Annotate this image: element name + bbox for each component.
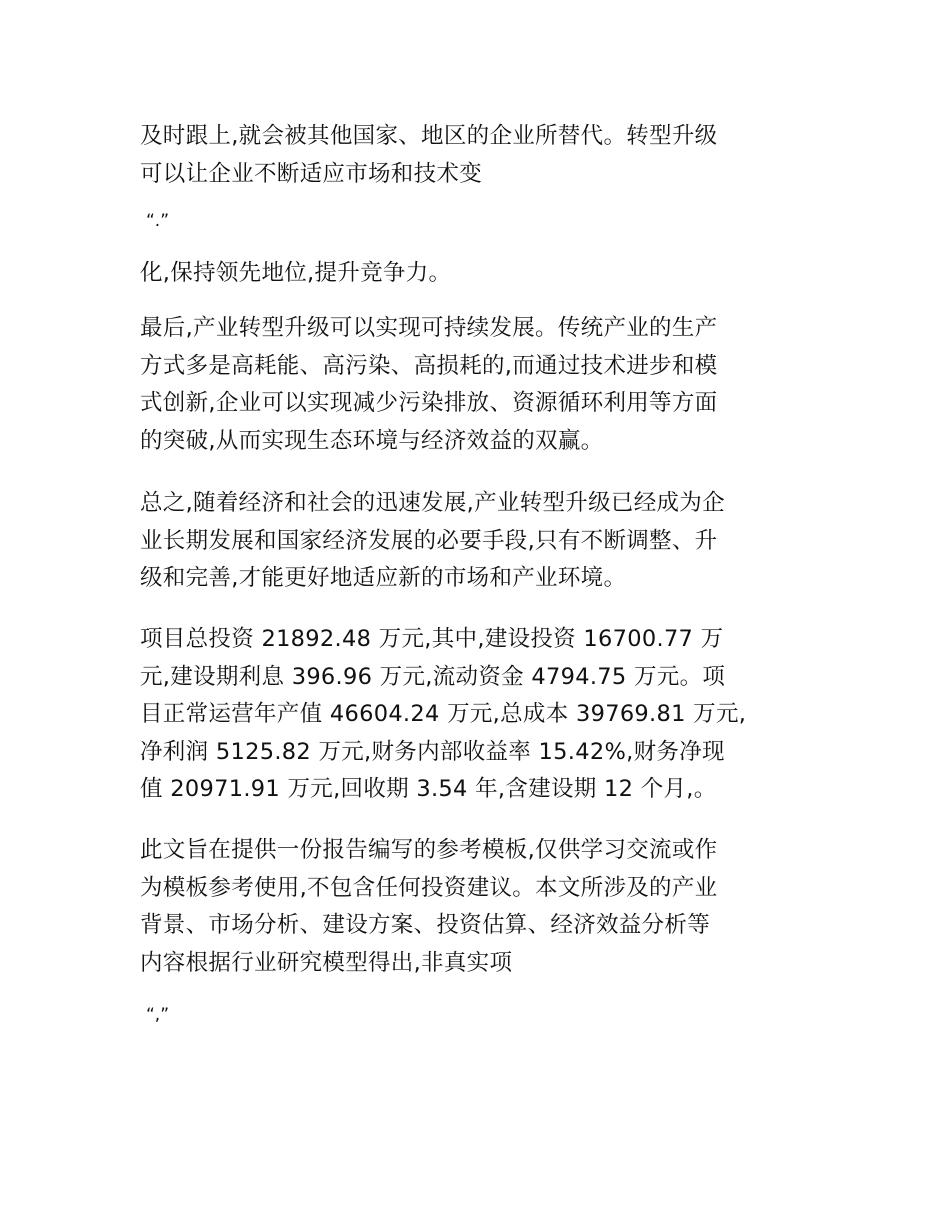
text-line: 值 20971.91 万元,回收期 3.54 年,含建设期 12 个月,。 [140,776,717,802]
text-line: 最后,产业转型升级可以实现可持续发展。传统产业的生产 [140,315,718,341]
text-line: 可以让企业不断适应市场和技术变 [140,160,483,187]
text-line: 及时跟上,就会被其他国家、地区的企业所替代。转型升级 [140,123,718,149]
text-line: 方式多是高耗能、高污染、高损耗的,而通过技术进步和模 [140,352,718,379]
text-line: 化,保持领先地位,提升竞争力。 [140,260,452,286]
text-line: 此文旨在提供一份报告编写的参考模板,仅供学习交流或作 [140,837,718,863]
text-line: 的突破,从而实现生态环境与经济效益的双赢。 [140,427,604,454]
quote-mark: “,” [146,1005,170,1025]
text-line: 净利润 5125.82 万元,财务内部收益率 15.42%,财务净现 [140,738,725,765]
paragraph-6 [140,832,830,982]
paragraph-1 [140,118,830,193]
text-line: 为模板参考使用,不包含任何投资建议。本文所涉及的产业 [140,874,718,901]
text-line: 业长期发展和国家经济发展的必要手段,只有不断调整、升 [140,527,718,554]
quote-mark: “.” [146,211,170,231]
text-line: 元,建设期利息 396.96 万元,流动资金 4794.75 万元。项 [140,663,726,690]
text-line: 式创新,企业可以实现减少污染排放、资源循环利用等方面 [140,390,718,416]
text-line: 内容根据行业研究模型得出,非真实项 [140,949,513,976]
text-line: 项目总投资 21892.48 万元,其中,建设投资 16700.77 万 [140,626,724,652]
text-line: 目正常运营年产值 46604.24 万元,总成本 39769.81 万元, [140,701,747,727]
paragraph-4 [140,485,830,598]
text-line: 背景、市场分析、建设方案、投资估算、经济效益分析等 [140,912,711,938]
paragraph-5 [140,621,830,809]
paragraph-2 [140,255,830,293]
paragraph-3 [140,310,830,460]
text-line: 级和完善,才能更好地适应新的市场和产业环境。 [140,565,627,591]
text-line: 总之,随着经济和社会的迅速发展,产业转型升级已经成为企 [140,490,725,516]
